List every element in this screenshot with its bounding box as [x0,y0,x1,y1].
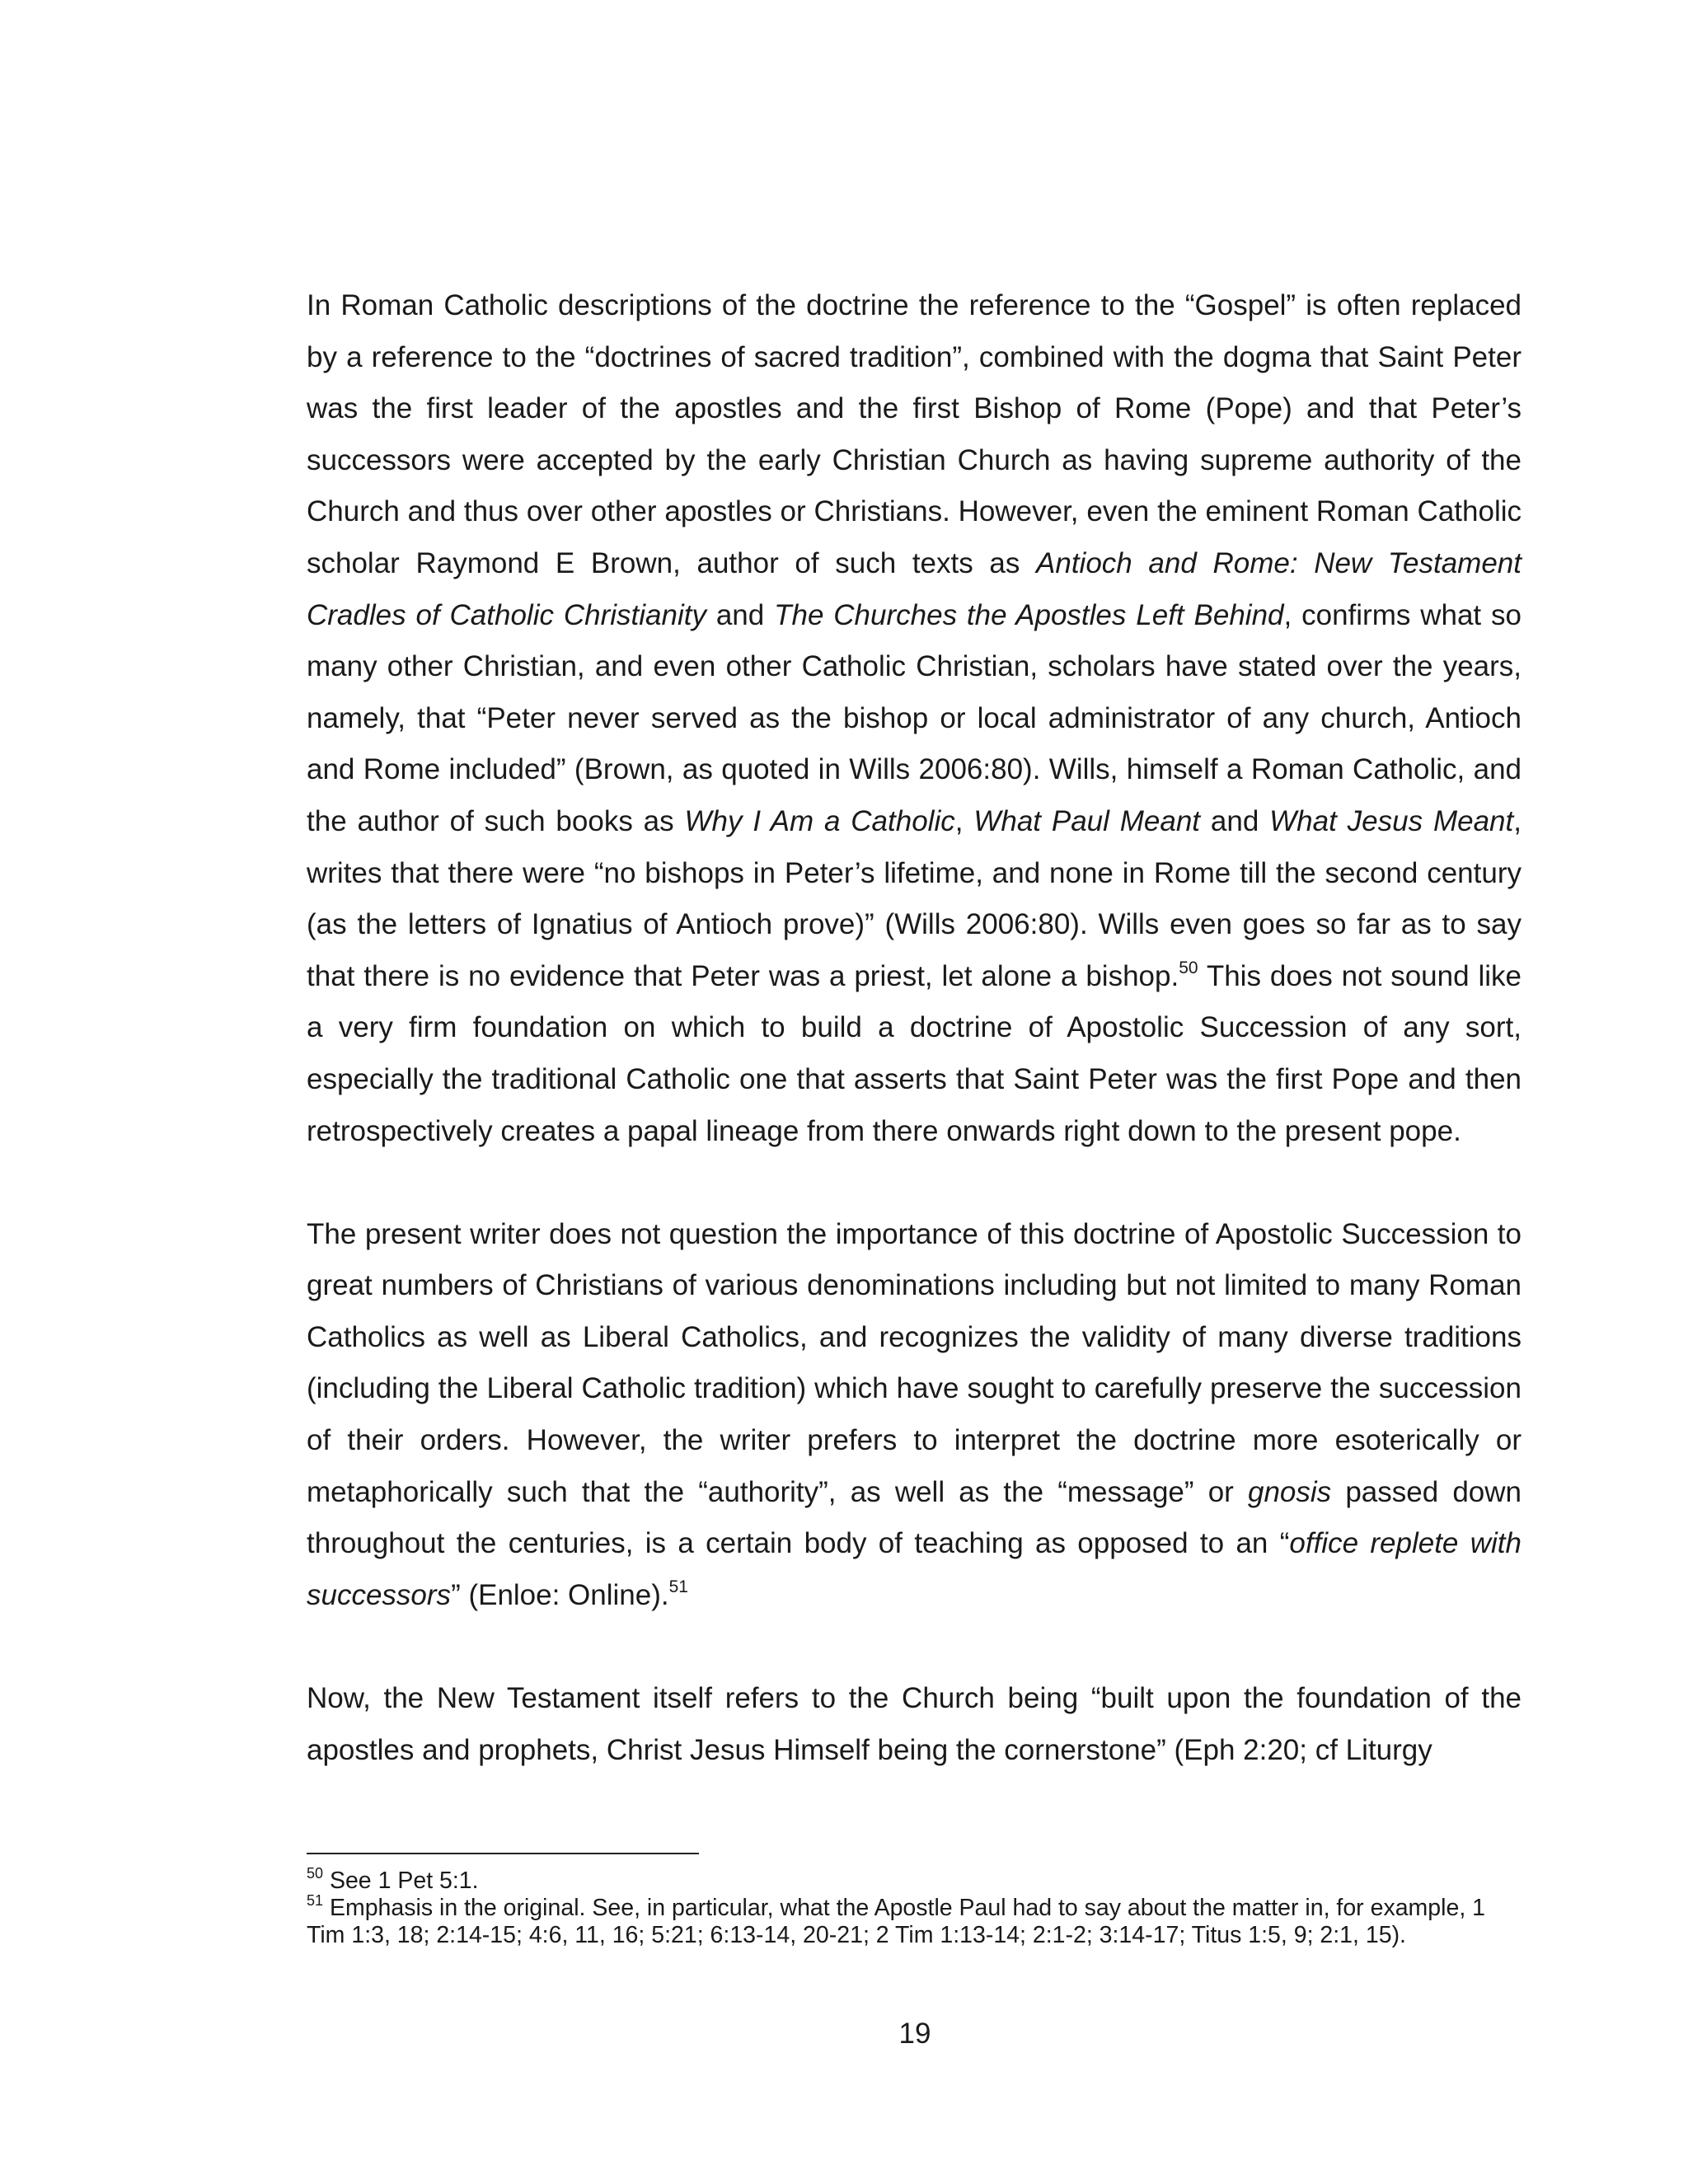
paragraph-present-writer [307,1209,1522,1622]
text-run: In Roman Catholic descriptions of the doctrine the reference to the “Gospel” is often replaced by a reference to the “doctrines of sacred tradition”, combined with the dogma that Saint Peter was the first leader of the apostles and the first Bishop of Rome (Pope) and that Peter’s successors were accepted by the early Christian Church as having supreme authority of the Church and thus over other apostles or Christians. However, even the eminent Roman Catholic scholar Raymond E Brown, author of such texts as [307,289,1522,579]
text-run: ” (Enloe: Online). [451,1578,669,1611]
text-run: , confirms what so many other Christian, and even other Catholic Christian, scholars have stated over the years, namely, that “Peter never served as the bishop or local administrator of any church, Antioch and Rome included” (Brown, as quoted in Wills 2006:80). Wills, himself a Roman Catholic, and the author of such books as [307,598,1522,837]
footnote-number: 50 [307,1865,324,1882]
quote-office-replete: office replete with successors [307,1527,1522,1611]
page-number: 19 [898,2018,931,2050]
paragraph-new-testament [307,1673,1522,1776]
text-run: This does not sound like a very firm foundation on which to build a doctrine of Apostolic Succession of any sort, especially the traditional Catholic one that asserts that Saint Peter was the first Pope and then retrospectively creates a papal lineage from there onwards right down to the present pope. [307,959,1522,1147]
text-run: , writes that there were “no bishops in Peter’s lifetime, and none in Rome till the second century (as the letters of Ignatius of Antioch prove)” (Wills 2006:80). Wills even goes so far as to say that there is no evidence that Peter was a priest, let alone a bishop. [307,804,1522,992]
paragraph-apostolic-succession-peter [307,280,1522,1157]
text-run: Now, the New Testament itself refers to the Church being “built upon the foundation of the apostles and prophets, Christ Jesus Himself being the cornerstone” (Eph 2:20; cf Liturgy [307,1682,1522,1766]
footnote-number: 51 [307,1892,324,1909]
footnote-text: See 1 Pet 5:1. [323,1868,479,1894]
footnote-ref-51[interactable]: 51 [668,1577,688,1596]
footnote-divider [307,1853,699,1854]
footnote-50 [307,1865,1522,1895]
text-run: , [954,804,974,837]
book-title-what-paul-meant: What Paul Meant [973,804,1201,837]
body-text [307,280,1522,1776]
text-run: The present writer does not question the importance of this doctrine of Apostolic Succession to great numbers of Christians of various denominations including but not limited to many Roman Catholics as well as Liberal Catholics, and recognizes the validity of many diverse traditions (including the Liberal Catholic tradition) which have sought to carefully preserve the succession of their orders. However, the writer prefers to interpret the doctrine more esoterically or metaphorically such that the “authority”, as well as the “message” or [307,1217,1522,1508]
text-run: and [1200,804,1270,837]
book-title-churches-apostles-left-behind: The Churches the Apostles Left Behind [774,598,1284,631]
book-title-antioch-and-rome: Antioch and Rome: New Testament Cradles of Catholic Christianity [307,546,1522,631]
book-title-why-i-am-a-catholic: Why I Am a Catholic [684,804,955,837]
book-title-what-jesus-meant: What Jesus Meant [1269,804,1514,837]
footnotes [307,1865,1522,1949]
footnote-ref-50[interactable]: 50 [1179,958,1198,977]
footnote-text: Emphasis in the original. See, in particular, what the Apostle Paul had to say about the matter in, for example, 1 Tim 1:3, 18; 2:14-15; 4:6, 11, 16; 5:21; 6:13-14, 20-21; 2 Tim 1:13-14; 2:1-2; 3:14-17; Titus 1:5, 9; 2:1, 15). [307,1895,1486,1948]
text-run: and [706,598,775,631]
text-run: passed down throughout the centuries, is a certain body of teaching as opposed to an “ [307,1475,1522,1560]
term-gnosis: gnosis [1247,1475,1332,1508]
footnote-51 [307,1892,1522,1949]
